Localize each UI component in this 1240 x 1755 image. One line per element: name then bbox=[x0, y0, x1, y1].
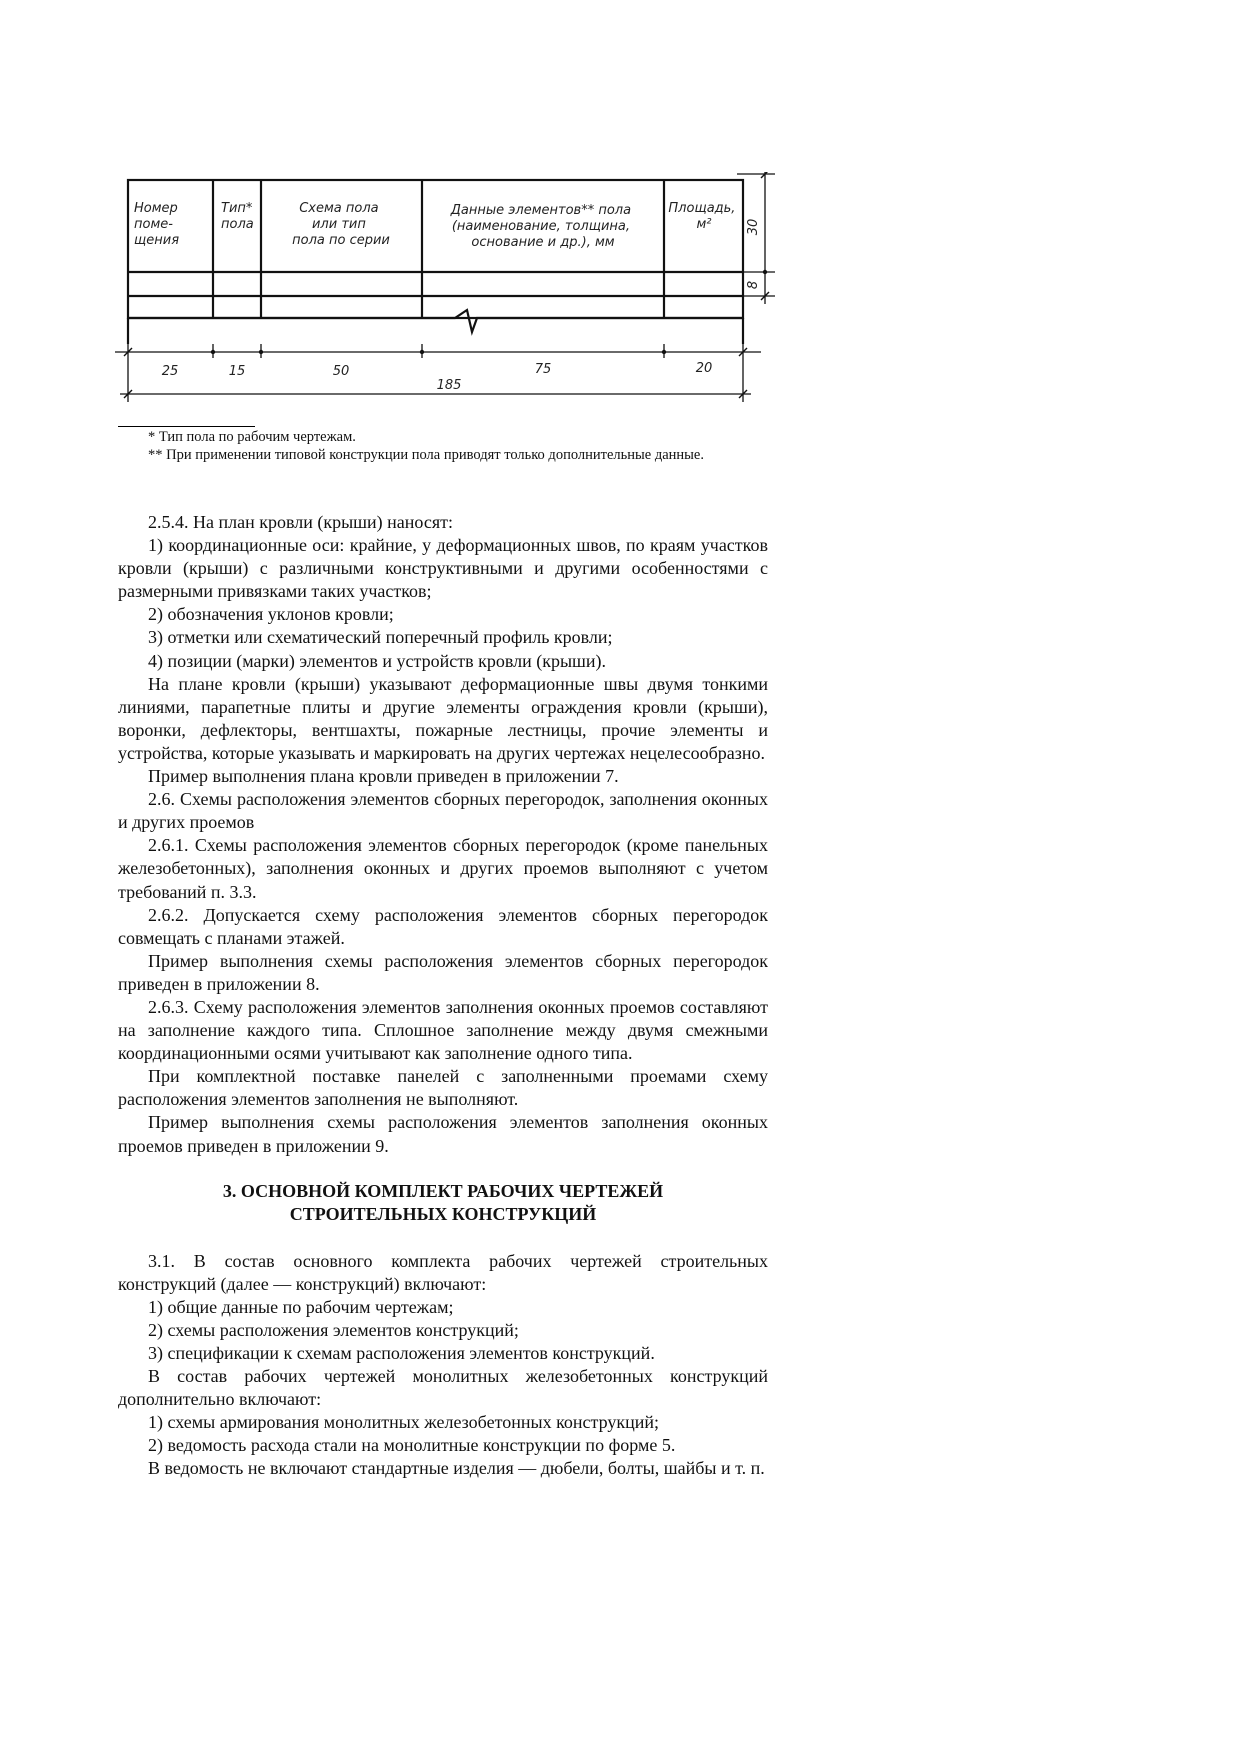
paragraph: 2.6.1. Схемы расположения элементов сборных перегородок (кроме панельных железобетонных), заполнения оконных и других проемов выполняют с учетом требований п. 3.3. bbox=[118, 835, 768, 902]
paragraph: В ведомость не включают стандартные изделия — дюбели, болты, шайбы и т. п. bbox=[148, 1458, 765, 1479]
dim-header-height: 30 bbox=[746, 218, 761, 236]
document-body bbox=[118, 511, 768, 1481]
paragraph: 4) позиции (марки) элементов и устройств кровли (крыши). bbox=[148, 650, 607, 671]
footnote-typical-construction: ** При применении типовой конструкции пола приводят только дополнительные данные. bbox=[148, 446, 704, 463]
dim-col-2: 15 bbox=[228, 364, 246, 379]
dim-col-3: 50 bbox=[332, 364, 350, 379]
header-element-data: Данные элементов** пола (наименование, толщина, основание и др.), мм bbox=[450, 203, 632, 250]
paragraph: Пример выполнения схемы расположения элементов заполнения оконных проемов приведен в приложении 9. bbox=[118, 1112, 768, 1156]
footnote-rule bbox=[118, 426, 255, 427]
dim-total: 185 bbox=[436, 378, 462, 393]
paragraph: 2.6.2. Допускается схему расположения элементов сборных перегородок совмещать с планами этажей. bbox=[118, 904, 768, 948]
paragraph: 2.6. Схемы расположения элементов сборных перегородок, заполнения оконных и других проемов bbox=[118, 789, 768, 833]
header-floor-type: Тип* пола bbox=[221, 201, 254, 232]
footnote-floor-type: * Тип пола по рабочим чертежам. bbox=[148, 429, 356, 445]
paragraph: Пример выполнения схемы расположения элементов сборных перегородок приведен в приложении 8. bbox=[118, 950, 768, 994]
dim-row-height: 8 bbox=[746, 280, 761, 290]
paragraph: При комплектной поставке панелей с заполненными проемами схему расположения элементов заполнения не выполняют. bbox=[118, 1066, 768, 1110]
paragraph: 3) спецификации к схемам расположения элементов конструкций. bbox=[148, 1343, 655, 1363]
paragraph: В состав рабочих чертежей монолитных железобетонных конструкций дополнительно включают: bbox=[118, 1366, 768, 1410]
paragraph: 2) обозначения уклонов кровли; bbox=[148, 604, 394, 625]
footnotes bbox=[118, 426, 768, 464]
header-area: Площадь, м² bbox=[668, 201, 736, 232]
dim-col-1: 25 bbox=[161, 364, 179, 379]
dim-col-5: 20 bbox=[695, 361, 713, 376]
paragraph: 2) ведомость расхода стали на монолитные конструкции по форме 5. bbox=[148, 1435, 676, 1456]
form-table-svg bbox=[115, 172, 775, 412]
floor-form-drawing bbox=[115, 172, 775, 412]
paragraph: Пример выполнения плана кровли приведен в приложении 7. bbox=[148, 766, 619, 787]
paragraph: 1) схемы армирования монолитных железобетонных конструкций; bbox=[148, 1412, 660, 1433]
header-room-number: Номер поме- щения bbox=[134, 201, 180, 248]
header-floor-scheme: Схема пола или тип пола по серии bbox=[292, 201, 390, 248]
paragraph: На плане кровли (крыши) указывают деформационные швы двумя тонкими линиями, парапетные плиты и другие элементы ограждения кровли (крыши), воронки, дефлекторы, вентшахты, пожарные лестницы, прочие элементы и устройства, которые указывать и маркировать на других чертежах нецелесообразно. bbox=[118, 673, 768, 763]
paragraph: 2.5.4. На план кровли (крыши) наносят: bbox=[148, 512, 454, 532]
paragraph: 2) схемы расположения элементов конструкций; bbox=[148, 1319, 519, 1340]
paragraph: 1) координационные оси: крайние, у деформационных швов, по краям участков кровли (крыши) с различными конструктивными и другими особенностями с размерными привязками таких участков; bbox=[118, 535, 768, 602]
paragraph: 3.1. В состав основного комплекта рабочих чертежей строительных конструкций (далее — конструкций) включают: bbox=[118, 1250, 768, 1294]
section-heading: 3. ОСНОВНОЙ КОМПЛЕКТ РАБОЧИХ ЧЕРТЕЖЕЙ СТРОИТЕЛЬНЫХ КОНСТРУКЦИЙ bbox=[222, 1180, 664, 1224]
paragraph: 2.6.3. Схему расположения элементов заполнения оконных проемов составляют на заполнение каждого типа. Сплошное заполнение между двумя смежными координационными осями учитывают как заполнение одного типа. bbox=[118, 996, 768, 1064]
dim-col-4: 75 bbox=[534, 362, 552, 377]
paragraph: 1) общие данные по рабочим чертежам; bbox=[148, 1296, 454, 1317]
paragraph: 3) отметки или схематический поперечный профиль кровли; bbox=[148, 627, 613, 648]
